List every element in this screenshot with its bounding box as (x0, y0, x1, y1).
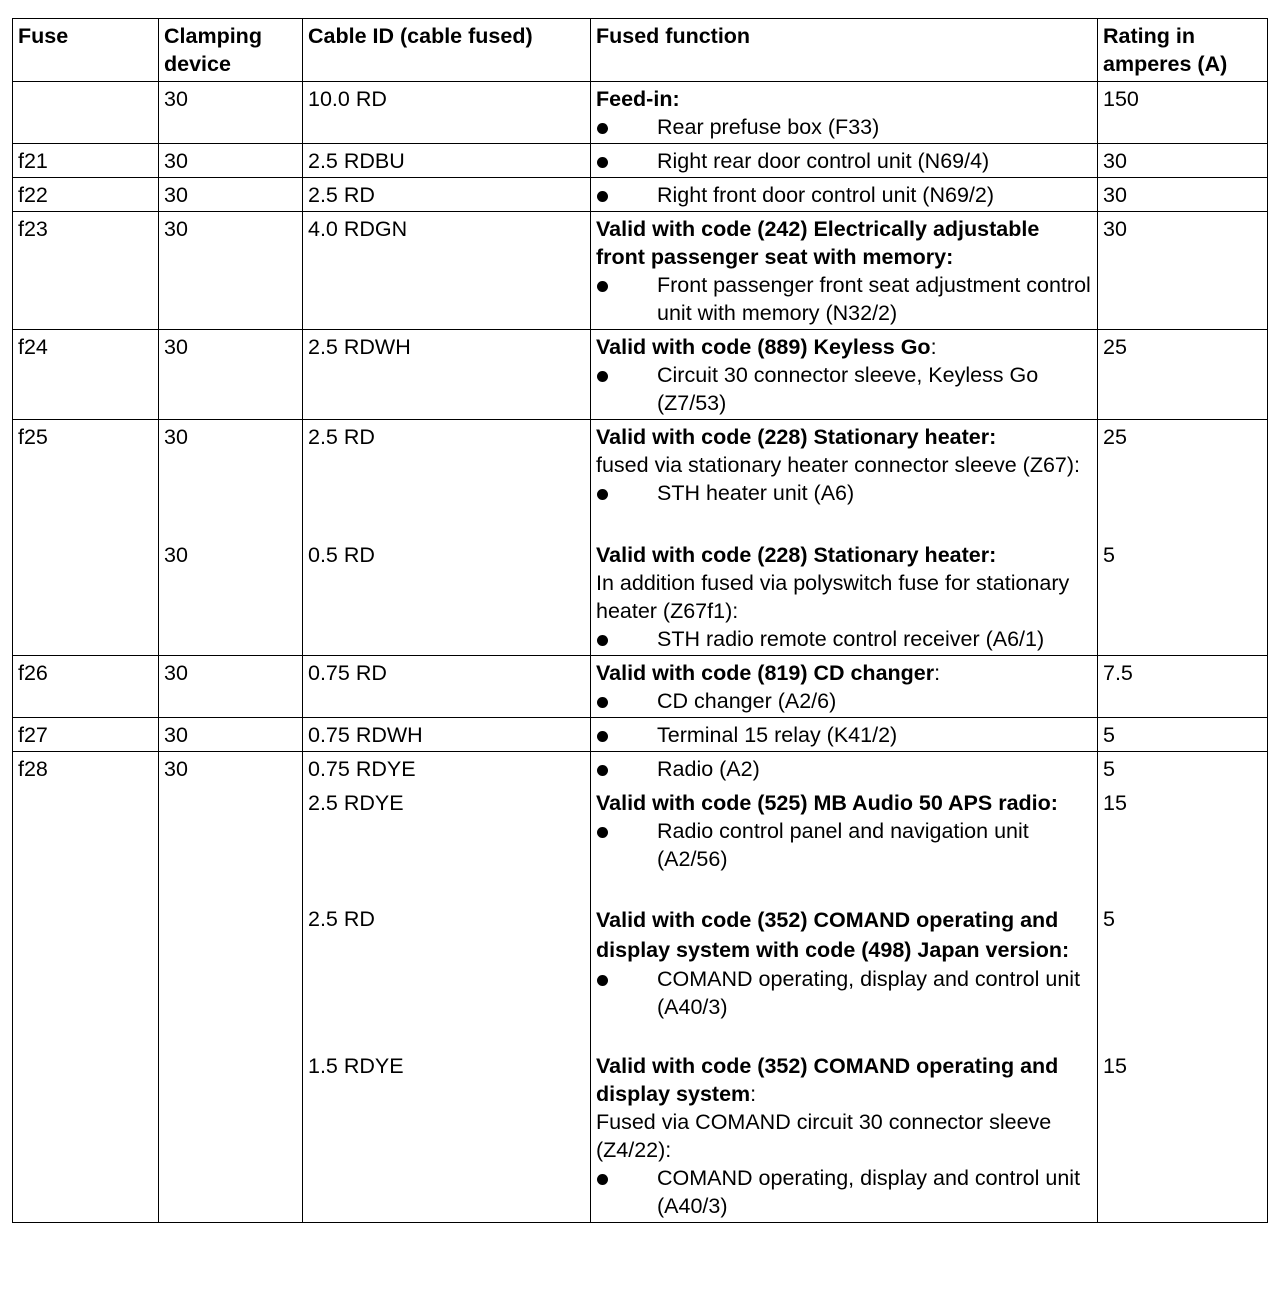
bullet-item (596, 479, 1092, 507)
bullet-text: Front passenger front seat adjustment control unit with memory (N32/2) (657, 273, 1091, 325)
bullet-icon (596, 755, 657, 783)
bullet-icon (596, 113, 657, 141)
header-fused-function: Fused function (591, 19, 1098, 82)
function-entry (596, 905, 1092, 1052)
cable-value: 2.5 RD (308, 425, 375, 449)
bullet-item (596, 755, 1092, 783)
header-rating: Rating in amperes (A) (1098, 19, 1268, 82)
function-heading: Feed-in: (596, 87, 680, 111)
bullet-item (596, 687, 1092, 715)
header-fuse: Fuse (13, 19, 159, 82)
rating-cell: 150 (1098, 82, 1268, 144)
cable-value: 1.5 RDYE (308, 1054, 404, 1078)
bullet-icon (596, 271, 657, 327)
bullet-item (596, 1164, 1092, 1220)
rating-value: 25 (1103, 425, 1127, 449)
function-cell (591, 178, 1098, 212)
clamp-cell: 30 (159, 656, 303, 718)
bullet-icon (596, 1164, 657, 1220)
function-heading-suffix: : (930, 335, 937, 359)
bullet-item (596, 721, 1092, 749)
cable-cell: 2.5 RD (303, 178, 591, 212)
table-row (13, 178, 1268, 212)
function-entry (596, 541, 1092, 653)
clamp-cell (159, 420, 303, 656)
cable-value: 2.5 RD (308, 907, 375, 931)
fuse-cell: f27 (13, 718, 159, 752)
cable-cell: 4.0 RDGN (303, 212, 591, 330)
cable-cell (303, 420, 591, 656)
table-row (13, 752, 1268, 1223)
bullet-icon (596, 721, 657, 749)
function-heading: Valid with code (889) Keyless Go (596, 335, 931, 359)
cable-value: 2.5 RDYE (308, 791, 404, 815)
rating-value: 15 (1103, 1054, 1127, 1078)
function-cell (591, 656, 1098, 718)
function-text: Fused via COMAND circuit 30 connector sleeve (Z4/22): (596, 1110, 1052, 1162)
function-heading-suffix: : (750, 1082, 757, 1106)
table-header-row (13, 19, 1268, 82)
bullet-item (596, 181, 1092, 209)
bullet-text: STH radio remote control receiver (A6/1) (657, 627, 1045, 651)
fuse-cell: f28 (13, 752, 159, 1223)
rating-value: 15 (1103, 791, 1127, 815)
bullet-icon (596, 361, 657, 417)
bullet-item (596, 147, 1092, 175)
function-heading: Valid with code (228) Stationary heater: (596, 425, 997, 449)
bullet-item (596, 817, 1092, 873)
rating-value: 5 (1103, 907, 1115, 931)
table-row (13, 144, 1268, 178)
clamp-cell: 30 (159, 144, 303, 178)
function-entry (596, 423, 1092, 541)
bullet-icon (596, 181, 657, 209)
bullet-text: Radio (A2) (657, 757, 760, 781)
function-cell (591, 752, 1098, 1223)
bullet-item (596, 271, 1092, 327)
bullet-item (596, 361, 1092, 417)
fuse-cell: f25 (13, 420, 159, 656)
function-heading-line (596, 333, 1092, 361)
cable-value: 0.5 RD (308, 543, 375, 567)
rating-cell: 30 (1098, 212, 1268, 330)
function-heading-line (596, 659, 1092, 687)
clamp-value: 30 (164, 425, 188, 449)
clamp-cell: 30 (159, 212, 303, 330)
function-heading: Valid with code (228) Stationary heater: (596, 543, 997, 567)
function-entry (596, 1052, 1092, 1220)
cable-cell: 10.0 RD (303, 82, 591, 144)
rating-cell (1098, 420, 1268, 656)
function-cell (591, 82, 1098, 144)
table-row (13, 82, 1268, 144)
fuse-cell (13, 82, 159, 144)
function-cell (591, 144, 1098, 178)
clamp-cell: 30 (159, 330, 303, 420)
rating-cell: 7.5 (1098, 656, 1268, 718)
bullet-text: Terminal 15 relay (K41/2) (657, 723, 898, 747)
rating-cell: 25 (1098, 330, 1268, 420)
bullet-text: Right rear door control unit (N69/4) (657, 149, 990, 173)
function-text: fused via stationary heater connector sleeve (Z67): (596, 453, 1081, 477)
function-heading: Valid with code (242) Electrically adjustable front passenger seat with memory: (596, 217, 1040, 269)
function-cell (591, 718, 1098, 752)
clamp-cell: 30 (159, 752, 303, 1223)
function-text: In addition fused via polyswitch fuse for stationary heater (Z67f1): (596, 571, 1070, 623)
bullet-icon (596, 625, 657, 653)
function-entry (596, 755, 1092, 789)
function-heading: Valid with code (352) COMAND operating and display system with code (498) Japan version: (596, 908, 1070, 962)
cable-cell: 2.5 RDWH (303, 330, 591, 420)
clamp-cell: 30 (159, 718, 303, 752)
clamp-cell: 30 (159, 82, 303, 144)
fuse-cell: f21 (13, 144, 159, 178)
bullet-item (596, 965, 1092, 1021)
bullet-text: COMAND operating, display and control unit (A40/3) (657, 967, 1081, 1019)
cable-cell: 0.75 RDWH (303, 718, 591, 752)
rating-value: 5 (1103, 757, 1115, 781)
bullet-icon (596, 687, 657, 715)
function-heading-suffix: : (934, 661, 941, 685)
function-cell (591, 212, 1098, 330)
bullet-item (596, 625, 1092, 653)
table-row (13, 212, 1268, 330)
bullet-text: Circuit 30 connector sleeve, Keyless Go (Z7/53) (657, 363, 1039, 415)
bullet-text: STH heater unit (A6) (657, 481, 855, 505)
rating-cell: 30 (1098, 178, 1268, 212)
bullet-icon (596, 147, 657, 175)
rating-cell (1098, 752, 1268, 1223)
table-row (13, 656, 1268, 718)
fuse-cell: f23 (13, 212, 159, 330)
function-heading: Valid with code (352) COMAND operating and display system (596, 1054, 1059, 1106)
cable-cell: 0.75 RD (303, 656, 591, 718)
function-cell (591, 420, 1098, 656)
fuse-cell: f26 (13, 656, 159, 718)
bullet-text: CD changer (A2/6) (657, 689, 837, 713)
rating-cell: 5 (1098, 718, 1268, 752)
function-entry (596, 789, 1092, 905)
bullet-text: Radio control panel and navigation unit (A2/56) (657, 819, 1029, 871)
table-row (13, 330, 1268, 420)
bullet-icon (596, 817, 657, 873)
rating-cell: 30 (1098, 144, 1268, 178)
fuse-cell: f24 (13, 330, 159, 420)
fuse-assignment-table (12, 18, 1268, 1223)
header-clamping-device: Clamping device (159, 19, 303, 82)
bullet-icon (596, 479, 657, 507)
bullet-text: COMAND operating, display and control unit (A40/3) (657, 1166, 1081, 1218)
header-cable-id: Cable ID (cable fused) (303, 19, 591, 82)
function-heading: Valid with code (819) CD changer (596, 661, 935, 685)
bullet-text: Right front door control unit (N69/2) (657, 183, 994, 207)
fuse-cell: f22 (13, 178, 159, 212)
bullet-icon (596, 965, 657, 1021)
rating-value: 5 (1103, 543, 1115, 567)
bullet-item (596, 113, 1092, 141)
cable-cell: 2.5 RDBU (303, 144, 591, 178)
table-row (13, 718, 1268, 752)
clamp-value: 30 (164, 543, 188, 567)
cable-value: 0.75 RDYE (308, 757, 416, 781)
table-row (13, 420, 1268, 656)
bullet-text: Rear prefuse box (F33) (657, 115, 880, 139)
clamp-cell: 30 (159, 178, 303, 212)
function-heading-line (596, 1052, 1092, 1108)
function-cell (591, 330, 1098, 420)
function-heading: Valid with code (525) MB Audio 50 APS radio: (596, 791, 1058, 815)
cable-cell (303, 752, 591, 1223)
